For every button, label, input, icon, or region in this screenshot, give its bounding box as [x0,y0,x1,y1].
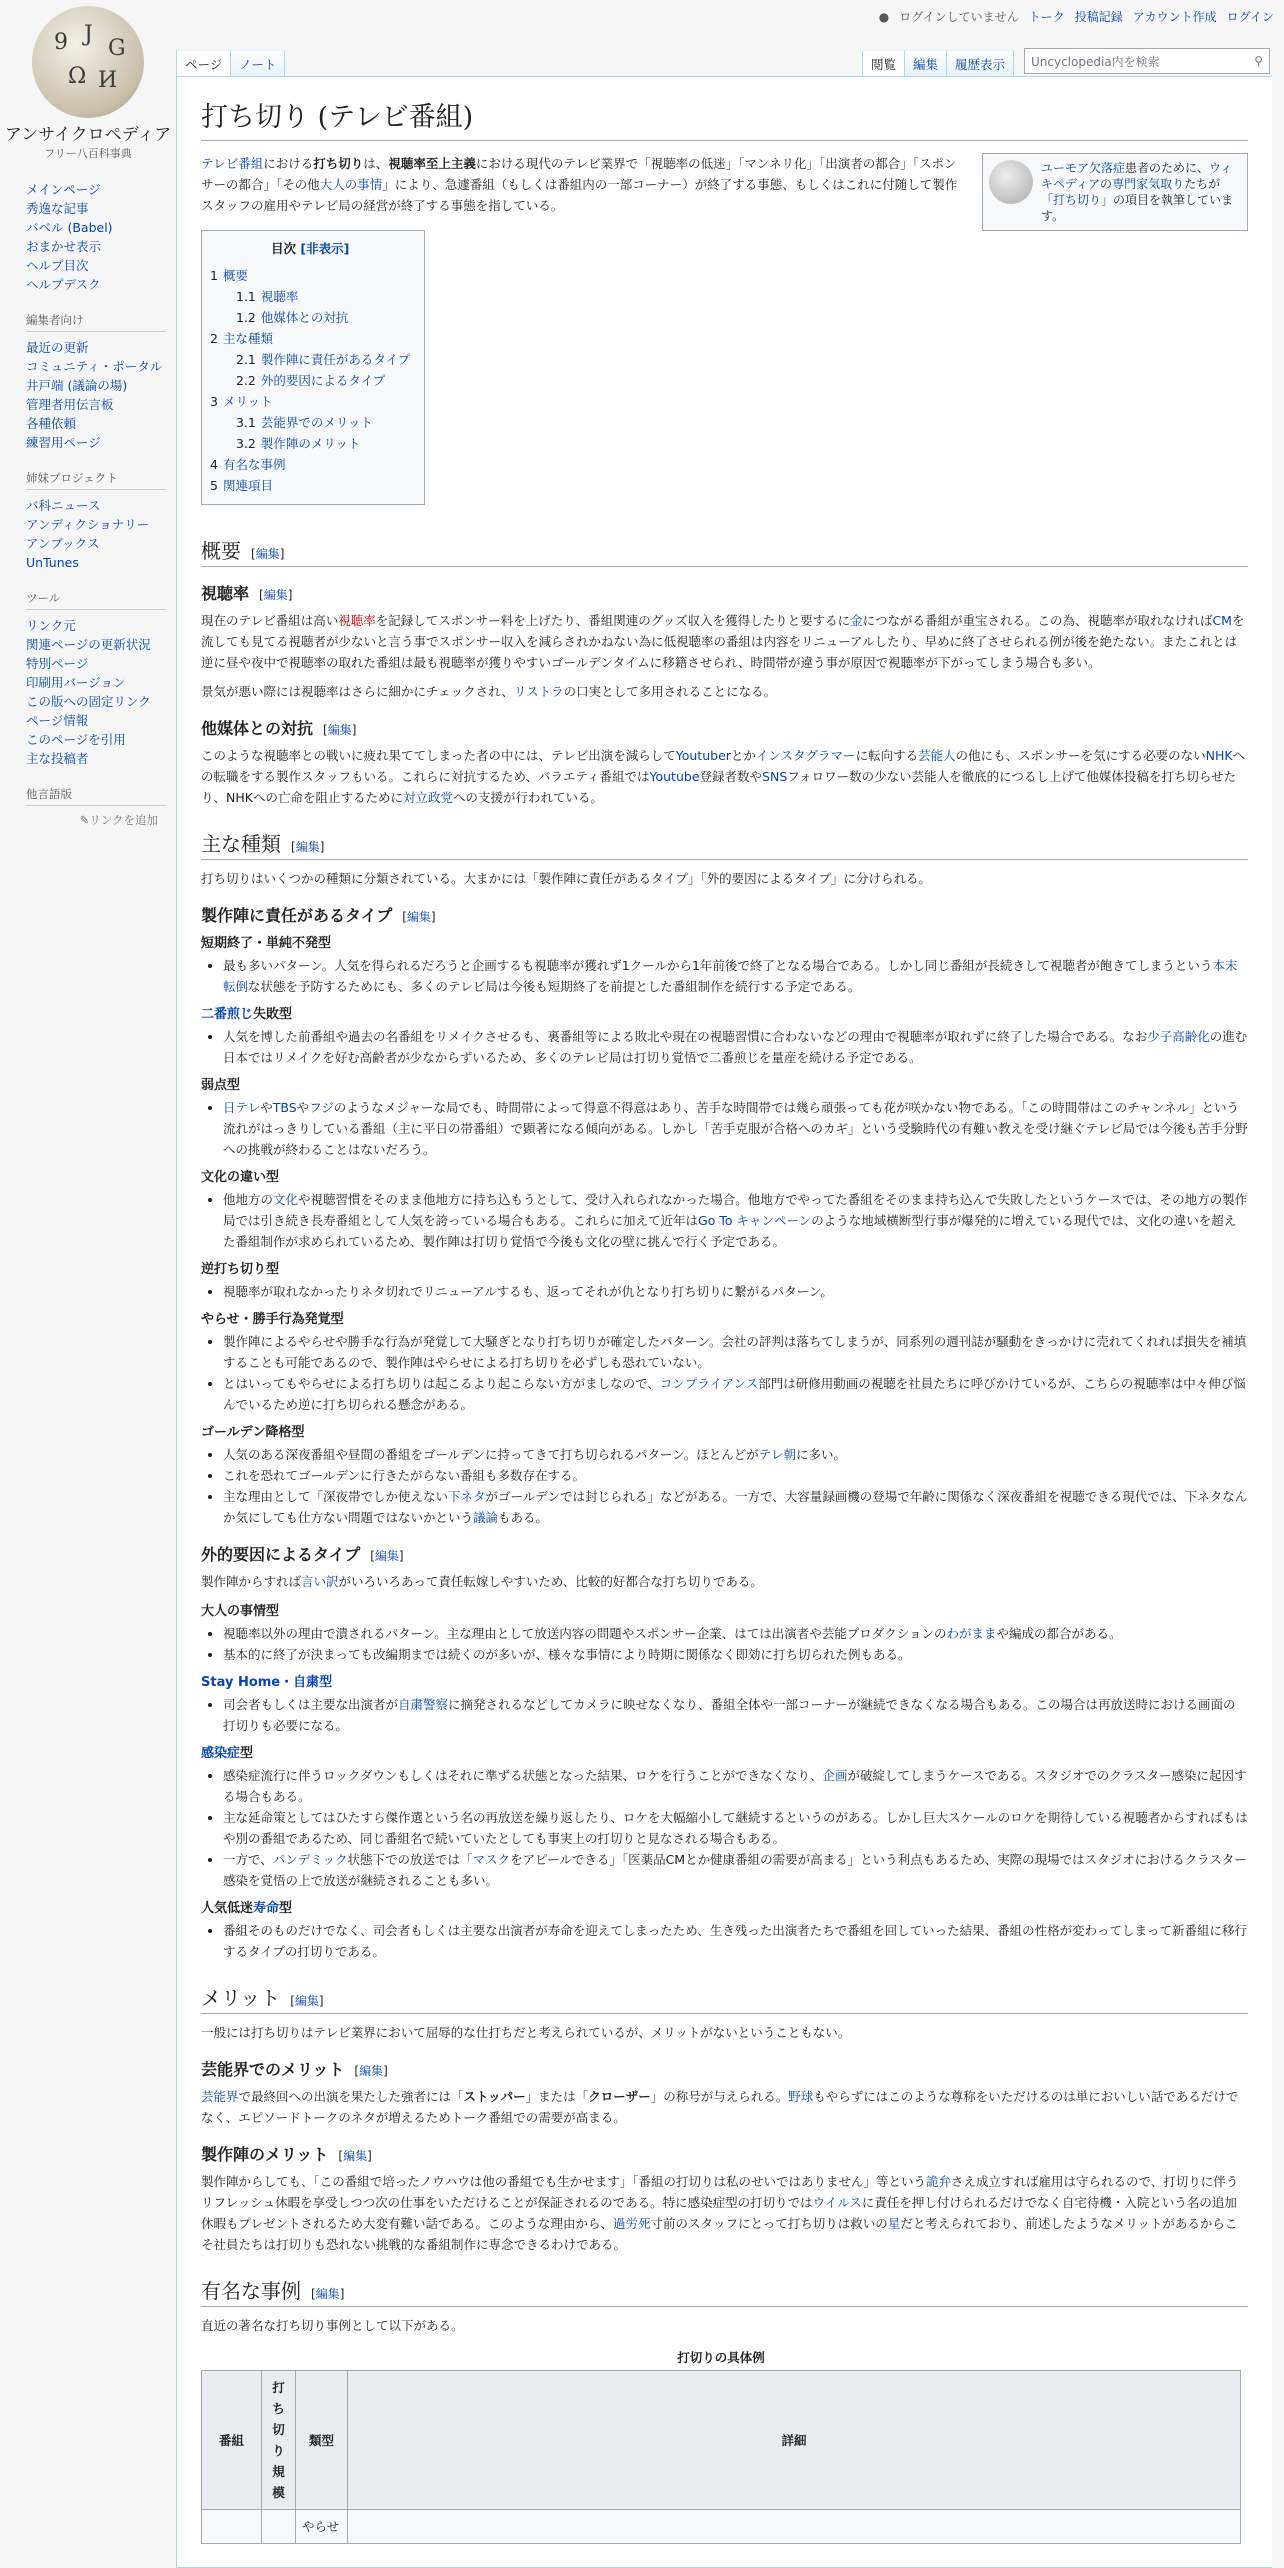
link-selfishness[interactable]: わがまま [946,1626,997,1641]
sidebar-item-cite[interactable]: このページを引用 [26,732,126,747]
link-nhk[interactable]: NHK [1205,748,1233,763]
sidebar-editors [0,312,176,452]
text: 他地方の [223,1192,274,1207]
text: のような地域横断型行事が爆発的に増えている現代では、文化の違いを超えた番組制作が求められているため、製作陣は打切り覚悟で今後も文化の壁に挑んで行く予定である。 [223,1213,1237,1249]
sidebar-sister [0,470,176,572]
toc-link[interactable]: 製作陣のメリット [260,436,361,451]
link-stay-home[interactable]: Stay Home・自粛型 [201,1675,333,1690]
notice-text-4: 」の項目を執筆しています。 [1041,193,1234,223]
toc-item[interactable] [210,391,410,412]
text: の他にも、スポンサーを気にする必要のない [955,748,1206,763]
sidebar-item-dictionary[interactable]: アンディクショナリー [26,517,150,532]
text: フォロワー数の少ない芸能人を徹底的につるし上げて他媒体投稿を打ち切らせたり、NHKへの亡命を阻止するために [201,769,1237,805]
link-cm[interactable]: CM [1212,613,1232,628]
text: の進む日本ではリメイクを好む高齢者が少なからずいるため、多くのテレビ局は打切り覚悟で二番煎じを量産を続ける予定である。 [223,1029,1248,1065]
table-cell [202,2510,262,2544]
paragraph [201,2086,1248,2128]
examples-table [201,2344,1241,2544]
text: 製作陣からすれば [201,1574,302,1589]
paragraph [201,681,1248,702]
text: は、 [363,156,389,171]
toc-subitem[interactable] [210,349,410,370]
globe-logo-icon: 9 J G Ω И [32,6,144,118]
sidebar-item-recent-changes[interactable]: 最近の更新 [26,340,89,355]
subsection-heading-producer-fault: 製作陣に責任があるタイプ [編集] [201,906,436,925]
text: 寸前のスタッフにとって打ち切りは救いの [650,2216,888,2231]
link-restructuring[interactable]: リストラ [513,684,564,699]
link-tv-program[interactable]: テレビ番組 [201,156,264,171]
toc-item[interactable] [210,475,410,496]
sidebar-item-contributors[interactable]: 主な投稿者 [26,751,89,766]
text: 型 [240,1746,254,1761]
link-excuse[interactable]: 言い訳 [301,1574,339,1589]
toc-subitem[interactable] [210,433,410,454]
sidebar-item-books[interactable]: アンブックス [26,536,100,551]
text: 司会者もしくは主要な出演者が [223,1697,399,1712]
namespace-tabs [176,50,285,76]
table-caption: 打切りの具体例 [677,2350,765,2365]
subsection-title: 外的要因によるタイプ [201,1545,361,1564]
sidebar-item-related-changes[interactable]: 関連ページの更新状況 [26,637,151,652]
subsection-heading-producer-merit: 製作陣のメリット [編集] [201,2145,372,2164]
text: 視聴率以外の理由で潰されるパターン。主な理由として放送内容の問題やスポンサー企業、はては出演者や芸能プロダクションの [223,1626,947,1641]
notice-text-1: 患者のために、 [1125,161,1210,175]
link-sophistry[interactable]: 詭弁 [926,2174,952,2189]
toc-link[interactable]: 他媒体との対抗 [260,310,349,325]
sidebar-item-admin-board[interactable]: 管理者用伝言板 [26,397,114,412]
toc-item[interactable] [210,454,410,475]
talk-link[interactable]: トーク [1028,10,1065,24]
link-adult-circumstances[interactable]: 大人の事情 [319,177,383,192]
toc-item[interactable] [210,265,410,286]
sidebar-heading-editors: 編集者向け [26,312,166,332]
pencil-icon: ✎ [79,813,90,827]
type-heading: ゴールデン降格型 [201,1425,305,1440]
toc-number: 1.1 [236,289,256,304]
sidebar-item-random[interactable]: おまかせ表示 [26,239,102,254]
link-celebrity[interactable]: 芸能人 [918,748,956,763]
toc-number: 1.2 [236,310,256,325]
edit-section-link[interactable]: 編集 [359,2064,384,2078]
text: 人気のある深夜番組や昼間の番組をゴールデンに持ってきて打ち切られるパターン。ほとんどが [223,1447,759,1462]
section-title: メリット [201,1986,281,2010]
link-ntv[interactable]: 日テレ [223,1100,261,1115]
link-mask[interactable]: マスク [472,1852,511,1867]
column-header[interactable]: 類型 [296,2371,348,2510]
toc-number: 3.1 [236,415,256,430]
list-item [223,1097,1248,1160]
toc-title [210,239,410,257]
link-star[interactable]: 星 [887,2216,901,2231]
text: 型 [279,1901,293,1916]
list-item [223,1765,1248,1807]
link-project[interactable]: 企画 [822,1768,848,1783]
paragraph: 一般には打ち切りはテレビ業界において屈辱的な仕打ちだと考えられているが、メリットがないということもない。 [201,2025,851,2040]
view-tabs [862,48,1270,76]
table-of-contents [201,230,425,505]
text: に転向する [855,748,919,763]
text: 現在のテレビ番組は高い [201,613,339,628]
toc-number: 2.1 [236,352,256,367]
tab-page[interactable]: ページ [176,50,231,76]
edit-section-link[interactable]: 編集 [315,2287,340,2301]
text: をアピールできる」「医薬品CMとか健康番組の需要が高まる」という利点もあるため、実際の現場ではスタジオにおけるクラスター感染を覚悟の上で放送が継続されることも多い。 [223,1852,1247,1888]
link-self-restraint-police[interactable]: 自粛警察 [398,1697,449,1712]
link-virus[interactable]: ウイルス [812,2195,862,2210]
sidebar-item-sandbox[interactable]: 練習用ページ [26,435,101,450]
subsection-heading-showbiz-merit: 芸能界でのメリット [編集] [201,2060,388,2079]
text: や [260,1100,273,1115]
paragraph [201,745,1248,808]
text: がいろいろあって責任転嫁しやすいため、比較的好都合な打ち切りである。 [338,1574,763,1589]
text: 」の称号が与えられる。 [650,2089,789,2104]
text: 」または「 [525,2089,589,2104]
text: 状態下での放送では「 [347,1852,473,1867]
text-bold: ストッパー [463,2089,526,2104]
list-item [223,955,1248,997]
sidebar-item-untunes[interactable]: UnTunes [26,555,79,570]
link-debate[interactable]: 議論 [473,1510,499,1525]
sidebar-heading-sister: 姉妹プロジェクト [26,470,166,490]
type-heading: 短期終了・単純不発型 [201,936,332,951]
link-culture[interactable]: 文化 [273,1192,299,1207]
paragraph: 打ち切りはいくつかの種類に分類されている。大まかには「製作陣に責任があるタイプ」「外的要因によるタイプ」に分けられる。 [201,871,932,886]
sidebar-item-community[interactable]: コミュニティ・ポータル [26,359,163,374]
toc-item[interactable] [210,328,410,349]
edit-section-link[interactable]: 編集 [406,910,431,924]
text: 製作陣からしても、「この番組で培ったノウハウは他の番組でも生かせます」「番組の打切りは私のせいではありません」等という [201,2174,927,2189]
sidebar [0,180,176,846]
edit-section-link[interactable]: 編集 [374,1549,399,1563]
sidebar-item-news[interactable]: バ科ニュース [26,498,101,513]
text: だと考えられており、前述したようなメリットがあるからこそ社員たちは打切りも恐れない挑戦的な番組制作に専念できるわけである。 [201,2216,1238,2252]
text: このような視聴率との戦いに疲れ果ててしまった者の中には、テレビ出演を減らして [201,748,676,763]
toc-number: 4 [210,457,218,472]
text: で最終回への出演を果たした強者には「 [238,2089,464,2104]
text: 最も多いパターン。人気を得られるだろうと企画するも視聴率が獲れず1クールから1年前後で終了となる場合である。しかし同じ番組が長続きして視聴者が飽きてしまうという [223,958,1213,973]
main-content [176,76,1272,2568]
text: につながる番組が重宝される。この為、視聴率が取れなければ [862,613,1213,628]
toc-link[interactable]: 視聴率 [260,289,299,304]
link-tbs[interactable]: TBS [272,1100,297,1115]
toc-link[interactable]: 芸能界でのメリット [260,415,373,430]
link-infection[interactable]: 感染症 [201,1746,241,1761]
table-row [202,2510,1241,2544]
link-aging[interactable]: 少子高齢化 [1147,1029,1210,1044]
link-pandemic[interactable]: パンデミック [272,1852,348,1867]
text: に多い。 [796,1447,847,1462]
toc-hide-button[interactable]: [非表示] [300,241,350,256]
subsection-heading-ratings: 視聴率 [編集] [201,584,293,603]
text: の口実として多用されることになる。 [563,684,777,699]
edit-section-link[interactable]: 編集 [255,547,280,561]
text: 人気低迷 [201,1901,254,1916]
toc-title-text: 目次 [270,241,296,256]
notice-text [1041,160,1241,224]
text: とか [730,748,756,763]
text: な状態を予防するためにも、多くのテレビ局は今後も短期終了を前提とした番組制作を続行する予定である。 [248,979,861,994]
text: 主な理由として「深夜帯でしか使えない [223,1489,449,1504]
site-logo[interactable] [0,0,176,160]
sidebar-heading-languages: 他言語版 [26,786,166,806]
text-bold: 打ち切り [313,156,364,171]
subsection-title: 視聴率 [201,584,250,603]
sidebar-heading-tools: ツール [26,590,166,610]
text: への転職をする製作スタッフもいる。これらに対抗するため、バラエティ番組では [201,748,1246,784]
text: が破綻してしまうケースである。スタジオでのクラスター感染に起因する場合もある。 [223,1768,1247,1804]
toc-number: 2.2 [236,373,256,388]
toc-list [210,265,410,496]
text: 失敗型 [253,1007,293,1022]
type-heading: 文化の違い型 [201,1170,280,1185]
site-title: アンサイクロペディア [4,125,172,145]
text: を記録してスポンサー料を上げたり、番組関連のグッズ収入を獲得したりと要するに [375,613,851,628]
toc-number: 3 [210,394,218,409]
table-cell: やらせ [296,2510,348,2544]
add-links-label: リンクを追加 [89,813,158,827]
notice-text-3: たちが「 [1041,177,1221,207]
redlink-ratings[interactable]: 視聴率 [338,613,376,628]
tab-edit[interactable]: 編集 [905,50,947,76]
link-opposition-party[interactable]: 対立政党 [402,790,453,805]
tab-read[interactable]: 閲覧 [862,50,905,76]
type-heading [201,1742,1248,1761]
link-lifespan[interactable]: 寿命 [253,1901,280,1916]
type-heading [201,1671,1248,1690]
notice-link-article[interactable]: 打ち切り [1053,193,1102,207]
sidebar-item-print[interactable]: 印刷用バージョン [26,675,126,690]
list-item: • 主な延命策としてはひたすら傑作選という名の再放送を繰り返したり、ロケを大幅縮小して継続するというのがある。しかし巨大スケールのロケを期待している視聴者からすればもはや別の番組であるため、同じ番組名で続いていたとしても事実上の打切りと見なされる場合もある。 [223,1807,1248,1849]
list-item: • 番組そのものだけでなく、司会者もしくは主要な出演者が寿命を迎えてしまったため、生き残った出演者たちで番組を回していった結果、番組の性格が変わってしまって新番組に移行するタイプの打切りである。 [223,1920,1248,1962]
edit-section-link[interactable]: 編集 [263,588,288,602]
link-youtuber[interactable]: Youtuber [675,748,731,763]
edit-section-link[interactable]: 編集 [343,2149,368,2163]
sidebar-item-page-info[interactable]: ページ情報 [26,713,89,728]
contributions-link[interactable]: 投稿記録 [1074,10,1123,24]
type-heading: 逆打ち切り型 [201,1262,280,1277]
text: に摘発されるなどしてカメラに映せなくなり、番組全体や一部コーナーが継続できなくなる場合もある。この場合は再放送時における画面の打切りも必要になる。 [223,1697,1236,1733]
link-tv-asahi[interactable]: テレ朝 [758,1447,797,1462]
text: さえ成立すれば雇用は守られるので、打切りに伴うリフレッシュ休暇を享受しつつ次の仕事をいただけることが保証されるのである。特に感染症型の打切りでは [201,2174,1239,2210]
list-item [223,1694,1248,1736]
list-item [223,1849,1248,1891]
notice-text-2: の [1100,177,1113,191]
list-item: • 基本的に終了が決まっても改編期までは続くのが多いが、様々な事情により時期に関係なく即効に打ち切られた例もある。 [223,1644,1248,1665]
create-account-link[interactable]: アカウント作成 [1132,10,1217,24]
link-second-rate[interactable]: 二番煎じ [201,1007,254,1022]
text: への支援が行われている。 [452,790,603,805]
section-heading-examples: 有名な事例 [編集] [201,2275,1248,2307]
text-bold: クローザー [588,2089,651,2104]
toc-number: 5 [210,478,218,493]
text: 景気が悪い際には視聴率はさらに細かにチェックされ、 [201,684,514,699]
column-header[interactable]: 打ち切り規模 [262,2371,296,2510]
subsection-heading-other-media: 他媒体との対抗 [編集] [201,719,357,738]
list-item [223,1444,1248,1465]
toc-link[interactable]: メリット [222,394,273,409]
toc-link[interactable]: 関連項目 [222,478,273,493]
paragraph: 直近の著名な打ち切り事例として以下がある。 [201,2318,464,2333]
sidebar-item-special-pages[interactable]: 特別ページ [26,656,89,671]
add-links-button[interactable] [26,812,176,828]
text: もある。 [498,1510,549,1525]
text: 」により、急遽番組（もしくは番組内の一部コーナー）が終了する事態、もしくはこれに付随して製作スタッフの雇用やテレビ局の経営が終了する事態を指している。 [201,177,958,213]
text-bold: 視聴率至上主義 [388,156,476,171]
toc-number: 3.2 [236,436,256,451]
section-title: 有名な事例 [201,2279,301,2303]
list-item [223,1189,1248,1252]
section-heading-merits: メリット [編集] [201,1982,1248,2014]
notice-link-humor[interactable]: ユーモア欠落症 [1041,161,1126,175]
text: や [296,1100,310,1115]
paragraph [201,610,1248,673]
toc-link[interactable]: 製作陣に責任があるタイプ [260,352,411,367]
edit-section-link[interactable]: 編集 [295,840,320,854]
toc-subitem[interactable] [210,412,410,433]
toc-link[interactable]: 有名な事例 [222,457,286,472]
text: における現代のテレビ業界で「視聴率の低迷」「マンネリ化」「出演者の都合」「スポンサーの都合」「その他 [201,156,957,192]
sidebar-item-main-page[interactable]: メインページ [26,182,101,197]
list-item: • これを恐れてゴールデンに行きたがらない番組も多数存在する。 [223,1465,1248,1486]
column-header[interactable]: 番組 [202,2371,262,2510]
list-item: • 視聴率が取れなかったりネタ切れでリニューアルするも、返ってそれが仇となり打ち切りに繋がるパターン。 [223,1281,1248,1302]
type-heading: 弱点型 [201,1078,241,1093]
paragraph [201,2171,1248,2255]
toc-subitem[interactable] [210,370,410,391]
wikipedia-globe-icon [989,160,1033,204]
tab-talk[interactable]: ノート [231,50,285,76]
text: 一方で、 [223,1852,273,1867]
edit-section-link[interactable]: 編集 [294,1994,319,2008]
text: における [263,156,314,171]
notice-link-wikipedia[interactable]: ウィキペディア [1041,161,1233,191]
type-heading: 大人の事情型 [201,1604,280,1619]
sidebar-item-helpdesk[interactable]: ヘルプデスク [26,277,101,292]
subsection-heading-external: 外的要因によるタイプ [編集] [201,1545,404,1564]
text: 登録者数や [699,769,763,784]
search-input[interactable] [1024,48,1270,74]
table-cell [262,2510,296,2544]
text: に責任を押し付けられるだけでなく自宅待機・入院という名の追加休暇もプレゼントされるため大変有難い話である。このような理由から、 [201,2195,1237,2231]
personal-tools [879,8,1274,25]
link-youtube[interactable]: Youtube [649,769,700,784]
toc-subitem[interactable] [210,307,410,328]
search-placeholder: Uncyclopedia内を検索 [1031,54,1160,69]
type-heading: やらせ・勝手行為発覚型 [201,1312,344,1327]
text: 部門は研修用動画の視聴を社員たちに呼びかけているが、こちらの視聴率は中々伸び悩んでいるため逆に打ち切られる懸念がある。 [223,1376,1246,1412]
link-dirty-jokes[interactable]: 下ネタ [448,1489,486,1504]
text: がゴールデンでは封じられる」などがある。一方で、大容量録画機の登場で年齢に関係なく深夜番組を視聴できる現代では、下ネタなんか気にしても仕方ない問題ではないかという [223,1489,1248,1525]
text: 人気を博した前番組や過去の名番組をリメイクさせるも、裏番組等による敗北や現在の視聴習慣に合わないなどの理由で視聴率が取れずに終了した場合である。なお [223,1029,1148,1044]
table-cell [348,2510,1241,2544]
text: や編成の都合がある。 [996,1626,1122,1641]
section-title: 概要 [201,539,241,563]
text: を流しても見てる視聴者が少ないと言う事でスポンサー収入を減らされかねない為に低視聴率の番組は内容をリニューアルしたり、早めに終了させられる例が後を絶たない。またこれとは逆に昼や夜中で視聴率の取れた番組は最も視聴率が獲りやすいゴールデンタイムに移籍させられ、時間帯が違う事が原因で視聴率が下がってしまう場合も多い。 [201,613,1245,670]
sidebar-item-requests[interactable]: 各種依頼 [26,416,77,431]
edit-section-link[interactable]: 編集 [327,723,352,737]
type-heading [201,1003,1248,1022]
list-item [223,1026,1248,1068]
tab-history[interactable]: 履歴表示 [947,50,1014,76]
wikipedia-notice [982,153,1248,231]
page-title: 打ち切り (テレビ番組) [201,95,1248,141]
text: もやらずにはこのような尊称をいただけるのは単においしい話であるだけでなく、エピソードトークのネタが増えるためトーク番組での需要が高まる。 [201,2089,1239,2125]
subsection-title: 他媒体との対抗 [201,719,314,738]
text: や視聴習慣をそのまま他地方に持ち込もうとして、受け入れられなかった場合。他地方でやってた番組をそのまま持ち込んで失敗したというケースでは、その地方の製作局では引き続き長寿番組として人気を誇っている場合もある。これらに加えて近年は [223,1192,1248,1228]
link-money[interactable]: 金 [850,613,863,628]
section-title: 主な種類 [201,832,281,856]
subsection-title: 芸能界でのメリット [201,2060,345,2079]
toc-number: 1 [210,268,218,283]
sidebar-item-babel[interactable]: バベル (Babel) [26,220,113,235]
subsection-title: 製作陣に責任があるタイプ [201,906,393,925]
site-subtitle: フリー八百科事典 [44,147,132,160]
search-icon[interactable]: ⚲ [1254,54,1263,68]
toc-link[interactable]: 外的要因によるタイプ [260,373,386,388]
login-link[interactable]: ログイン [1226,10,1274,24]
link-putting-cart[interactable]: 本末転倒 [223,958,1238,994]
sidebar-item-featured[interactable]: 秀逸な記事 [26,201,89,216]
paragraph [201,1571,1248,1592]
link-goto-campaign[interactable]: Go To キャンペーン [698,1213,812,1228]
link-compliance[interactable]: コンプライアンス [659,1376,759,1391]
link-sns[interactable]: SNS [762,769,788,784]
list-item [223,1373,1248,1415]
list-item [223,1486,1248,1528]
sidebar-item-what-links-here[interactable]: リンク元 [26,618,76,633]
sidebar-navigation [0,180,176,294]
section-heading-overview: 概要 [編集] [201,535,1248,567]
link-baseball[interactable]: 野球 [788,2089,814,2104]
column-header[interactable]: 詳細 [348,2371,1241,2510]
sidebar-item-help[interactable]: ヘルプ目次 [26,258,89,273]
text: 感染症流行に伴うロックダウンもしくはそれに準ずる状態となった結果、ロケを行うことができなくなり、 [223,1768,823,1783]
section-heading-types: 主な種類 [編集] [201,828,1248,860]
type-heading [201,1897,1248,1916]
text: とはいってもやらせによる打ち切りは起こるより起こらない方がましなので、 [223,1376,660,1391]
link-fuji[interactable]: フジ [309,1100,334,1115]
toc-link[interactable]: 主な種類 [222,331,273,346]
subsection-title: 製作陣のメリット [201,2145,329,2164]
sidebar-languages [0,786,176,828]
link-karoshi[interactable]: 過労死 [613,2216,651,2231]
link-showbiz[interactable]: 芸能界 [201,2089,239,2104]
toc-link[interactable]: 概要 [222,268,248,283]
sidebar-item-permalink[interactable]: この版への固定リンク [26,694,151,709]
notice-link-experts[interactable]: 専門家気取り [1112,177,1185,191]
login-status: ログインしていません [899,10,1019,24]
list-item [223,1623,1248,1644]
sidebar-item-village-pump[interactable]: 井戸端 (議論の場) [26,378,128,393]
toc-subitem[interactable] [210,286,410,307]
list-item: • 製作陣によるやらせや勝手な行為が発覚して大騒ぎとなり打ち切りが確定したパターン。会社の評判は落ちてしまうが、同系列の週刊誌が騒動をきっかけに売れてくれれば損失を補填することも可能であるので、製作陣はやらせによる打ち切りを必ずしも恐れていない。 [223,1331,1248,1373]
table-header-row [202,2371,1241,2510]
link-instagrammer[interactable]: インスタグラマー [755,748,856,763]
sidebar-tools [0,590,176,768]
text: のようなメジャーな局でも、時間帯によって得意不得意はあり、苦手な時間帯では幾ら頑張っても花が咲かない物である。「この時間帯はこのチャンネル」という流れがはっきりしている番組（主に平日の帯番組）で顕著になる傾向がある。しかし「苦手克服が合格へのカギ」という受験時代の有難い教えを受け継ぐテレビ局では今後も苦手分野への挑戦が終わることはないだろう。 [223,1100,1248,1157]
user-icon: ● [878,9,890,24]
toc-number: 2 [210,331,218,346]
